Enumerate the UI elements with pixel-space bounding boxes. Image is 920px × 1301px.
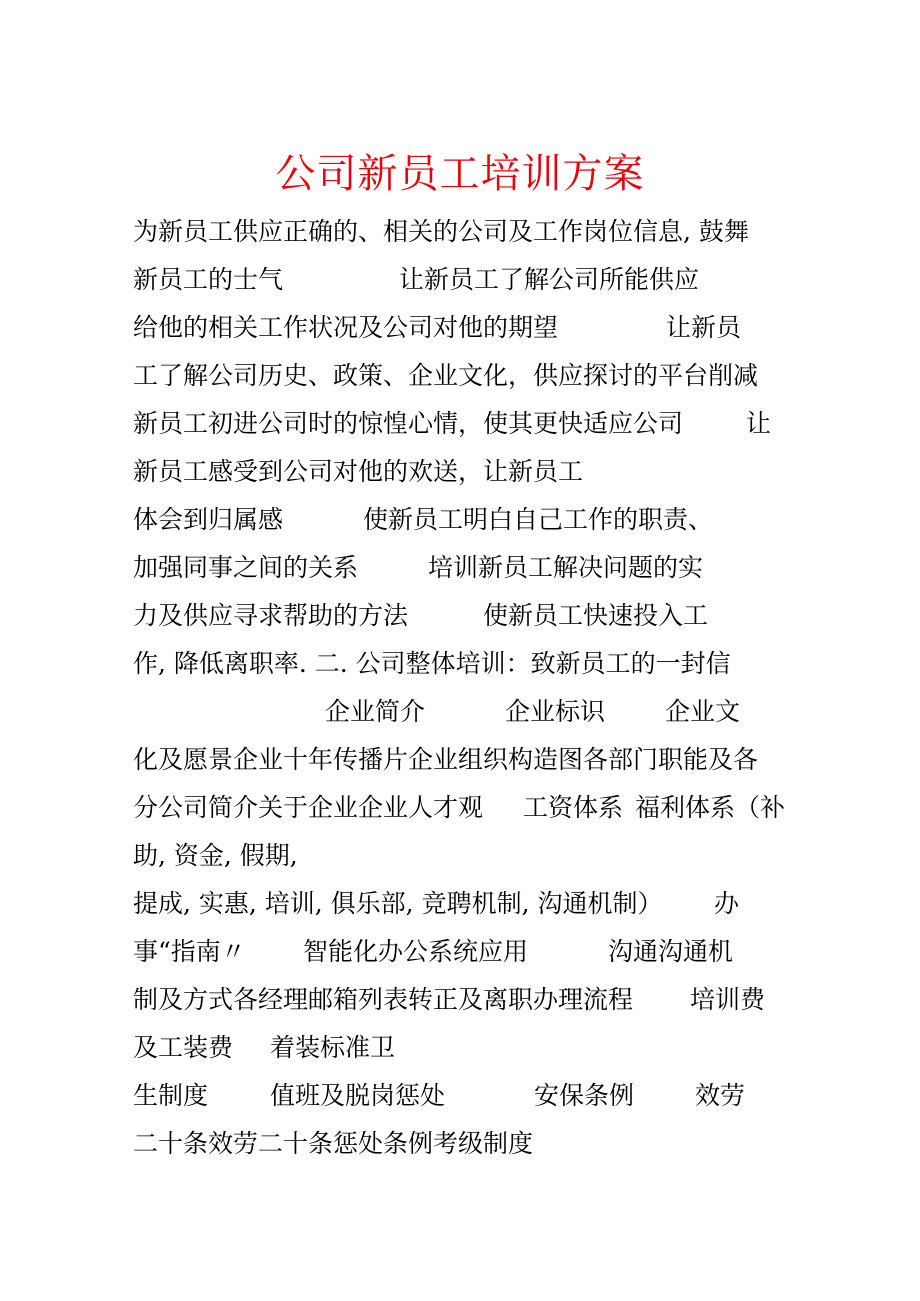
- text-line: [133, 880, 813, 928]
- text-line: [133, 256, 813, 304]
- page-title: 公司新员工培训方案: [275, 151, 645, 197]
- text-line: [133, 592, 813, 640]
- text-segment: 及工装费: [133, 1033, 234, 1062]
- text-segment: 企业标识: [505, 697, 606, 726]
- text-line: [133, 496, 813, 544]
- text-line: [133, 208, 813, 256]
- text-segment: 使新员工明白自己工作的职责、: [363, 505, 714, 534]
- text-line: [133, 544, 813, 592]
- text-segment: 工资体系: [523, 793, 624, 822]
- text-segment: 助, 资金, 假期,: [133, 841, 298, 870]
- text-segment: 给他的相关工作状况及公司对他的期望: [133, 313, 559, 342]
- text-line: [133, 640, 813, 688]
- text-segment: 使新员工快速投入工: [483, 601, 709, 630]
- text-line: [133, 304, 813, 352]
- text-segment: 让新员: [666, 313, 742, 342]
- text-line: [133, 976, 813, 1024]
- text-segment: 为新员工供应正确的、相关的公司及工作岗位信息, 鼓舞: [133, 217, 749, 246]
- text-segment: 体会到归属感: [133, 505, 284, 534]
- text-segment: 让: [746, 409, 772, 438]
- text-line: [133, 832, 813, 880]
- text-line: [133, 928, 813, 976]
- text-segment: 让新员工了解公司所能供应: [399, 265, 700, 294]
- text-segment: 福利体系（补: [635, 793, 786, 822]
- text-segment: 企业简介: [325, 697, 426, 726]
- text-line: [133, 1072, 813, 1120]
- text-segment: 新员工感受到公司对他的欢送，让新员工: [133, 457, 584, 486]
- text-segment: 二十条效劳二十条惩处条例考级制度: [133, 1129, 534, 1158]
- text-segment: 新员工的士气: [133, 265, 284, 294]
- text-segment: 安保条例: [534, 1081, 635, 1110]
- text-segment: 着装标准卫: [270, 1033, 396, 1062]
- text-segment: 智能化办公系统应用: [303, 937, 529, 966]
- text-segment: 化及愿景企业十年传播片企业组织构造图各部门职能及各: [133, 745, 759, 774]
- text-line: [133, 688, 813, 736]
- text-segment: 培训新员工解决问题的实: [428, 553, 704, 582]
- text-segment: 力及供应寻求帮助的方法: [133, 601, 409, 630]
- text-line: [133, 400, 813, 448]
- text-segment: 分公司简介关于企业企业人才观: [133, 793, 484, 822]
- text-segment: 值班及脱岗惩处: [270, 1081, 446, 1110]
- text-line: [133, 1120, 813, 1168]
- text-segment: 生制度: [133, 1081, 209, 1110]
- text-line: [133, 784, 813, 832]
- text-line: [133, 1024, 813, 1072]
- document-body: [133, 208, 813, 1168]
- text-line: [133, 448, 813, 496]
- text-segment: 提成, 实惠, 培训, 俱乐部, 竞聘机制, 沟通机制）: [133, 889, 663, 918]
- text-segment: 新员工初进公司时的惊惶心情，使其更快适应公司: [133, 409, 684, 438]
- text-segment: 效劳: [695, 1081, 746, 1110]
- text-segment: 事“指南〃: [133, 937, 246, 966]
- text-line: [133, 736, 813, 784]
- text-segment: 培训费: [690, 985, 766, 1014]
- text-segment: 沟通沟通机: [608, 937, 734, 966]
- text-segment: 企业文: [665, 697, 741, 726]
- text-segment: 作, 降低离职率. 二. 公司整体培训：致新员工的一封信: [133, 649, 731, 678]
- text-segment: 工了解公司历史、政策、企业文化，供应探讨的平台削减: [133, 361, 759, 390]
- text-segment: 制及方式各经理邮箱列表转正及离职办理流程: [133, 985, 634, 1014]
- text-segment: 加强同事之间的关系: [133, 553, 359, 582]
- text-segment: 办: [714, 889, 740, 918]
- text-line: [133, 352, 813, 400]
